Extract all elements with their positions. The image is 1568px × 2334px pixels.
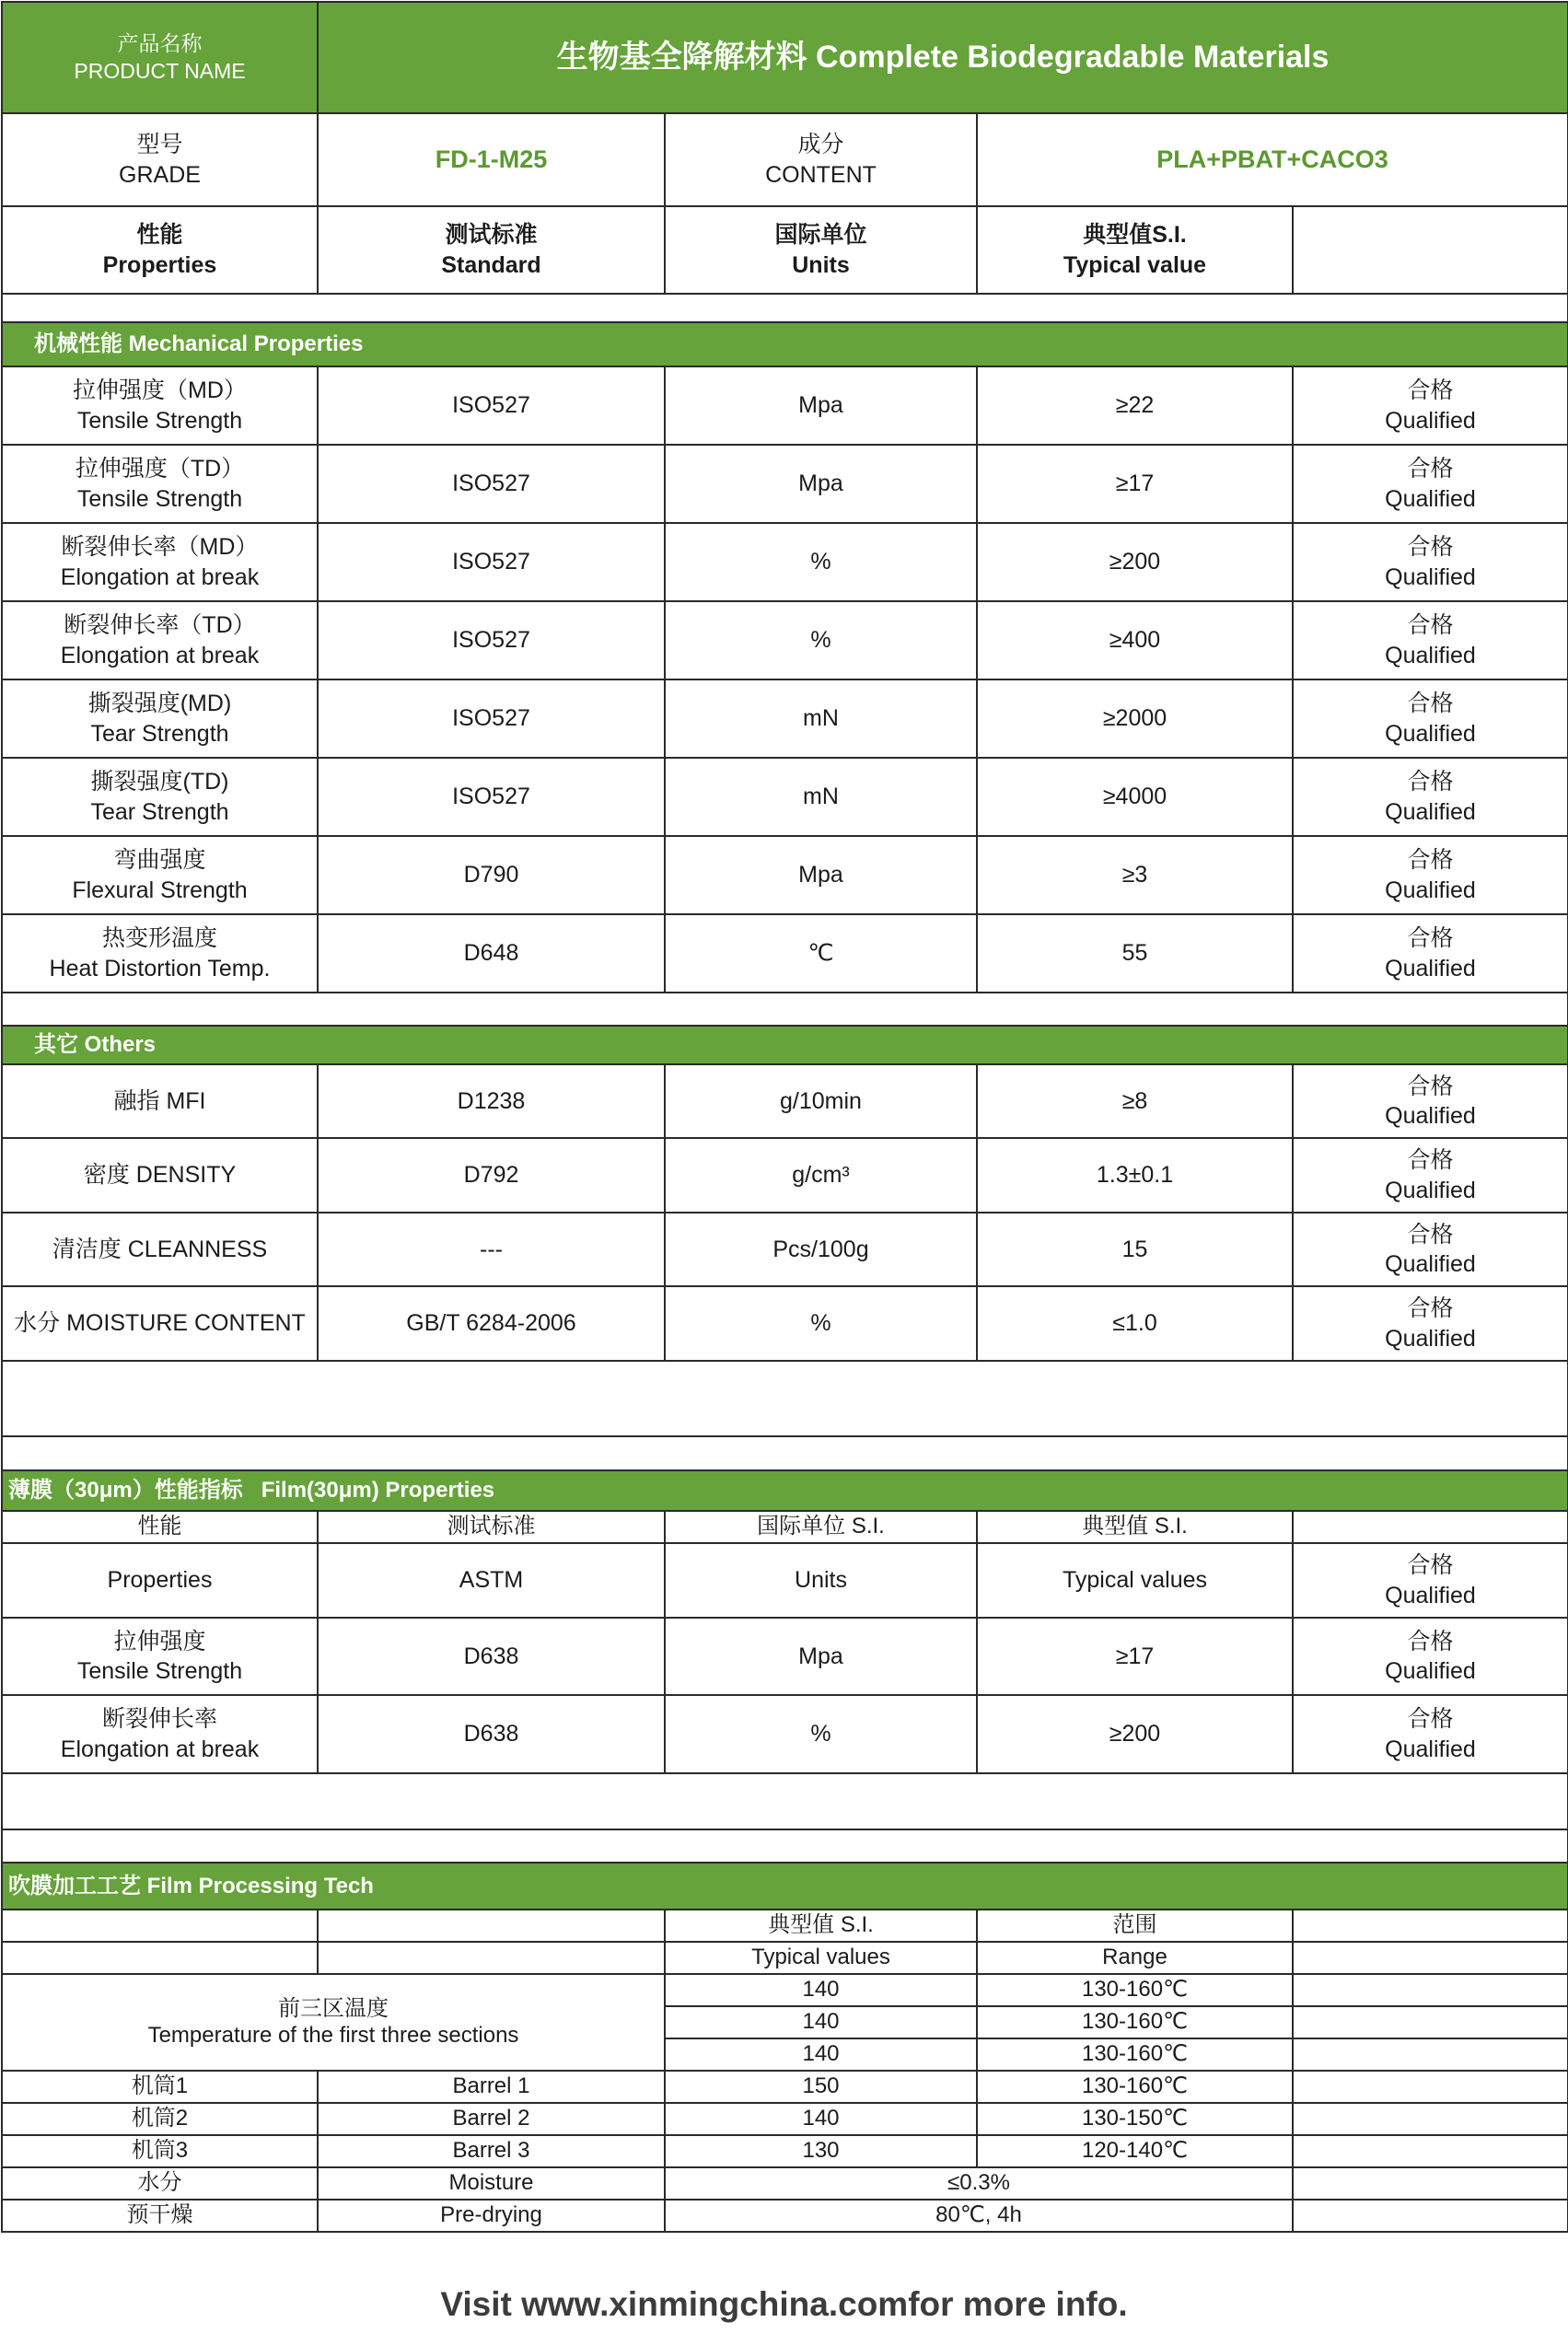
- property-name-en: Elongation at break: [60, 563, 260, 590]
- film-subheader-units: Units: [665, 1543, 977, 1618]
- film-header-units: 国际单位 S.I.: [665, 1511, 977, 1543]
- property-name-en: Flexural Strength: [72, 877, 248, 903]
- spacer-row: [2, 294, 1568, 322]
- property-result: [1293, 1543, 1568, 1618]
- property-value: ≥400: [977, 601, 1293, 679]
- table-row: [2, 1618, 1568, 1695]
- column-header-standard: [318, 206, 665, 294]
- film-header-typical: 典型值 S.I.: [977, 1511, 1293, 1543]
- processing-header-empty: [1293, 1942, 1568, 1974]
- spacer-row: [2, 993, 1568, 1026]
- table-row: [2, 1138, 1568, 1213]
- film-header-standard: 测试标准: [318, 1511, 665, 1543]
- table-row: [2, 1286, 1568, 1361]
- property-result: [1293, 601, 1568, 679]
- property-name-en: Elongation at break: [60, 1736, 260, 1762]
- result-cn: 合格: [1407, 925, 1454, 951]
- property-standard: ISO527: [318, 445, 665, 523]
- result-cn: 合格: [1407, 691, 1454, 716]
- property-value: ≥2000: [977, 679, 1293, 758]
- property-name: [2, 679, 318, 758]
- property-unit: Mpa: [665, 1618, 977, 1695]
- result-cn: 合格: [1407, 1552, 1454, 1578]
- processing-range: 130-160℃: [977, 2006, 1293, 2038]
- spacer-row: [2, 1361, 1568, 1436]
- property-unit: %: [665, 1286, 977, 1361]
- result-en: Qualified: [1385, 720, 1476, 747]
- property-result: [1293, 1618, 1568, 1695]
- moisture-name-en: Moisture: [318, 2167, 665, 2200]
- property-result: [1293, 758, 1568, 836]
- processing-value: 140: [665, 2103, 977, 2135]
- result-en: Qualified: [1385, 407, 1476, 434]
- processing-empty: [1293, 1974, 1568, 2006]
- property-result: [1293, 366, 1568, 445]
- property-name-en: Tensile Strength: [76, 1658, 243, 1684]
- result-cn: 合格: [1407, 1706, 1454, 1732]
- property-value: ≥22: [977, 366, 1293, 445]
- property-name-cn: 断裂伸长率（TD）: [64, 612, 256, 638]
- result-cn: 合格: [1407, 847, 1454, 873]
- footer-website-note: Visit www.xinmingchina.comfor more info.: [440, 2285, 1128, 2323]
- predrying-value: 80℃, 4h: [665, 2200, 1293, 2232]
- film-header-properties: 性能: [2, 1511, 318, 1543]
- property-name-cn: 撕裂强度(MD): [87, 691, 232, 716]
- property-result: [1293, 523, 1568, 601]
- column-header-units-cn: 国际单位: [774, 222, 867, 248]
- result-cn: 合格: [1407, 377, 1454, 403]
- table-row: [2, 601, 1568, 679]
- result-en: Qualified: [1385, 563, 1476, 590]
- property-name-en: Tensile Strength: [76, 485, 243, 512]
- first-sections-label: [2, 1974, 665, 2071]
- table-row: [2, 2167, 1568, 2200]
- property-value: 55: [977, 914, 1293, 993]
- property-name-cn: 撕裂强度(TD): [90, 769, 229, 795]
- section-title-mechanical: 机械性能 Mechanical Properties: [2, 322, 1568, 366]
- grade-label-cn: 型号: [136, 132, 183, 157]
- barrel-name-en: Barrel 3: [318, 2135, 665, 2167]
- result-en: Qualified: [1385, 877, 1476, 903]
- processing-value: 130: [665, 2135, 977, 2167]
- spacer-row: [2, 1436, 1568, 1470]
- processing-empty: [1293, 2200, 1568, 2232]
- property-result: [1293, 836, 1568, 914]
- barrel-name-en: Barrel 2: [318, 2103, 665, 2135]
- property-name-en: Tensile Strength: [76, 407, 243, 434]
- result-en: Qualified: [1385, 485, 1476, 512]
- film-subheader-standard: ASTM: [318, 1543, 665, 1618]
- column-header-units: [665, 206, 977, 294]
- property-result: [1293, 1064, 1568, 1138]
- processing-empty: [1293, 2071, 1568, 2103]
- property-name: [2, 601, 318, 679]
- property-unit: %: [665, 601, 977, 679]
- processing-empty: [1293, 2038, 1568, 2071]
- processing-value: 140: [665, 2038, 977, 2071]
- column-header-properties-en: Properties: [102, 251, 217, 278]
- predrying-name-en: Pre-drying: [318, 2200, 665, 2232]
- property-name: 融指 MFI: [2, 1064, 318, 1138]
- property-standard: GB/T 6284-2006: [318, 1286, 665, 1361]
- property-name: 密度 DENSITY: [2, 1138, 318, 1213]
- first-sections-label-en: Temperature of the first three sections: [147, 2022, 519, 2048]
- result-cn: 合格: [1407, 456, 1454, 482]
- table-row: [2, 758, 1568, 836]
- moisture-name-cn: 水分: [2, 2167, 318, 2200]
- table-row: [2, 523, 1568, 601]
- result-en: Qualified: [1385, 642, 1476, 668]
- property-value: ≥17: [977, 445, 1293, 523]
- processing-range: 130-160℃: [977, 2071, 1293, 2103]
- processing-range: 130-160℃: [977, 1974, 1293, 2006]
- film-subheader-typical: Typical values: [977, 1543, 1293, 1618]
- processing-header-empty: [318, 1910, 665, 1942]
- processing-header-empty: [318, 1942, 665, 1974]
- column-header-typical: [977, 206, 1293, 294]
- processing-header-typical-cn: 典型值 S.I.: [665, 1910, 977, 1942]
- table-row: [2, 366, 1568, 445]
- grade-label: [2, 113, 318, 206]
- processing-empty: [1293, 2103, 1568, 2135]
- property-standard: D638: [318, 1695, 665, 1773]
- predrying-name-cn: 预干燥: [2, 2200, 318, 2232]
- table-row: [2, 914, 1568, 993]
- result-cn: 合格: [1407, 612, 1454, 638]
- barrel-name-cn: 机筒1: [2, 2071, 318, 2103]
- property-unit: Pcs/100g: [665, 1213, 977, 1286]
- property-standard: ISO527: [318, 366, 665, 445]
- property-name-cn: 断裂伸长率（MD）: [61, 534, 259, 560]
- property-unit: Mpa: [665, 836, 977, 914]
- property-standard: D790: [318, 836, 665, 914]
- result-en: Qualified: [1385, 1103, 1476, 1129]
- property-result: [1293, 1213, 1568, 1286]
- property-value: ≥200: [977, 523, 1293, 601]
- result-cn: 合格: [1407, 769, 1454, 795]
- result-en: Qualified: [1385, 955, 1476, 981]
- property-name: [2, 758, 318, 836]
- property-value: ≥8: [977, 1064, 1293, 1138]
- processing-header-empty: [1293, 1910, 1568, 1942]
- column-header-standard-cn: 测试标准: [445, 222, 538, 248]
- film-subheader-properties: Properties: [2, 1543, 318, 1618]
- product-name-label-cn: 产品名称: [117, 30, 203, 55]
- processing-range: 120-140℃: [977, 2135, 1293, 2167]
- processing-range: 130-160℃: [977, 2038, 1293, 2071]
- table-row: [2, 679, 1568, 758]
- processing-value: 150: [665, 2071, 977, 2103]
- property-name: [2, 445, 318, 523]
- spec-sheet-table: [1, 1, 1568, 2233]
- table-row: [2, 445, 1568, 523]
- property-standard: D1238: [318, 1064, 665, 1138]
- processing-value: 140: [665, 1974, 977, 2006]
- column-header-typical-en: Typical value: [1063, 251, 1207, 278]
- property-unit: %: [665, 523, 977, 601]
- processing-empty: [1293, 2006, 1568, 2038]
- property-unit: Mpa: [665, 445, 977, 523]
- result-en: Qualified: [1385, 1325, 1476, 1352]
- property-unit: ℃: [665, 914, 977, 993]
- property-standard: D638: [318, 1618, 665, 1695]
- property-standard: D792: [318, 1138, 665, 1213]
- property-result: [1293, 445, 1568, 523]
- property-result: [1293, 914, 1568, 993]
- result-en: Qualified: [1385, 1658, 1476, 1684]
- content-label: [665, 113, 977, 206]
- processing-header-range-en: Range: [977, 1942, 1293, 1974]
- property-name: [2, 914, 318, 993]
- property-name-cn: 拉伸强度（MD）: [73, 377, 247, 403]
- property-standard: ISO527: [318, 601, 665, 679]
- content-value: PLA+PBAT+CACO3: [977, 113, 1568, 206]
- table-row: [2, 2103, 1568, 2135]
- property-name-cn: 拉伸强度（TD）: [75, 456, 245, 482]
- property-value: 15: [977, 1213, 1293, 1286]
- property-name: [2, 836, 318, 914]
- table-row: [2, 2135, 1568, 2167]
- property-unit: mN: [665, 679, 977, 758]
- processing-header-range-cn: 范围: [977, 1910, 1293, 1942]
- table-row: [2, 836, 1568, 914]
- property-result: [1293, 1286, 1568, 1361]
- column-header-empty: [1293, 206, 1568, 294]
- content-label-cn: 成分: [797, 132, 844, 157]
- result-cn: 合格: [1407, 1221, 1454, 1248]
- property-name: 水分 MOISTURE CONTENT: [2, 1286, 318, 1361]
- result-cn: 合格: [1407, 534, 1454, 560]
- moisture-value: ≤0.3%: [665, 2167, 1293, 2200]
- property-value: ≥17: [977, 1618, 1293, 1695]
- product-name-label: [2, 2, 318, 113]
- result-en: Qualified: [1385, 1582, 1476, 1608]
- property-name: [2, 366, 318, 445]
- processing-empty: [1293, 2167, 1568, 2200]
- property-standard: D648: [318, 914, 665, 993]
- result-cn: 合格: [1407, 1147, 1454, 1173]
- result-en: Qualified: [1385, 798, 1476, 825]
- spacer-row: [2, 1829, 1568, 1863]
- property-name-cn: 弯曲强度: [113, 847, 206, 873]
- result-cn: 合格: [1407, 1073, 1454, 1099]
- table-row: [2, 1695, 1568, 1773]
- property-unit: g/10min: [665, 1064, 977, 1138]
- property-name-en: Elongation at break: [60, 642, 260, 668]
- property-value: ≤1.0: [977, 1286, 1293, 1361]
- column-header-standard-en: Standard: [441, 251, 541, 278]
- table-row: [2, 1064, 1568, 1138]
- property-name-cn: 热变形温度: [101, 925, 217, 951]
- column-header-typical-cn: 典型值S.I.: [1083, 222, 1187, 248]
- property-name-en: Tear Strength: [90, 720, 229, 747]
- result-cn: 合格: [1407, 1628, 1454, 1655]
- property-result: [1293, 1138, 1568, 1213]
- column-header-properties: [2, 206, 318, 294]
- property-result: [1293, 679, 1568, 758]
- section-title-processing: 吹膜加工工艺 Film Processing Tech: [2, 1863, 1568, 1910]
- property-standard: ---: [318, 1213, 665, 1286]
- column-header-properties-cn: 性能: [136, 222, 183, 248]
- property-result: [1293, 1695, 1568, 1773]
- property-standard: ISO527: [318, 679, 665, 758]
- processing-header-typical-en: Typical values: [665, 1942, 977, 1974]
- section-title-others: 其它 Others: [2, 1026, 1568, 1064]
- property-name-en: Tear Strength: [90, 798, 229, 825]
- barrel-name-en: Barrel 1: [318, 2071, 665, 2103]
- property-value: ≥3: [977, 836, 1293, 914]
- result-en: Qualified: [1385, 1251, 1476, 1277]
- column-header-units-en: Units: [792, 251, 850, 278]
- property-value: ≥4000: [977, 758, 1293, 836]
- property-name-en: Heat Distortion Temp.: [49, 955, 271, 981]
- film-header-empty: [1293, 1511, 1568, 1543]
- product-name-label-en: PRODUCT NAME: [74, 58, 246, 83]
- table-row: [2, 2071, 1568, 2103]
- product-title: 生物基全降解材料 Complete Biodegradable Materials: [318, 2, 1568, 113]
- result-cn: 合格: [1407, 1295, 1454, 1321]
- first-sections-label-cn: 前三区温度: [278, 1995, 389, 2021]
- property-value: 1.3±0.1: [977, 1138, 1293, 1213]
- property-name: 清洁度 CLEANNESS: [2, 1213, 318, 1286]
- table-row: [2, 1213, 1568, 1286]
- property-value: ≥200: [977, 1695, 1293, 1773]
- processing-header-empty: [2, 1942, 318, 1974]
- property-standard: ISO527: [318, 523, 665, 601]
- property-standard: ISO527: [318, 758, 665, 836]
- barrel-name-cn: 机筒3: [2, 2135, 318, 2167]
- property-unit: mN: [665, 758, 977, 836]
- processing-range: 130-150℃: [977, 2103, 1293, 2135]
- processing-value: 140: [665, 2006, 977, 2038]
- property-unit: g/cm³: [665, 1138, 977, 1213]
- content-label-en: CONTENT: [765, 161, 877, 188]
- grade-label-en: GRADE: [119, 161, 201, 188]
- property-unit: %: [665, 1695, 977, 1773]
- barrel-name-cn: 机筒2: [2, 2103, 318, 2135]
- property-name: [2, 523, 318, 601]
- property-name: [2, 1618, 318, 1695]
- property-name-cn: 拉伸强度: [113, 1628, 206, 1655]
- processing-header-empty: [2, 1910, 318, 1942]
- table-row: [2, 2200, 1568, 2232]
- result-en: Qualified: [1385, 1177, 1476, 1203]
- property-unit: Mpa: [665, 366, 977, 445]
- section-title-film: 薄膜（30μm）性能指标 Film(30μm) Properties: [2, 1470, 1568, 1511]
- grade-value: FD-1-M25: [318, 113, 665, 206]
- spacer-row: [2, 1773, 1568, 1829]
- result-en: Qualified: [1385, 1736, 1476, 1762]
- property-name-cn: 断裂伸长率: [101, 1706, 217, 1732]
- property-name: [2, 1695, 318, 1773]
- processing-empty: [1293, 2135, 1568, 2167]
